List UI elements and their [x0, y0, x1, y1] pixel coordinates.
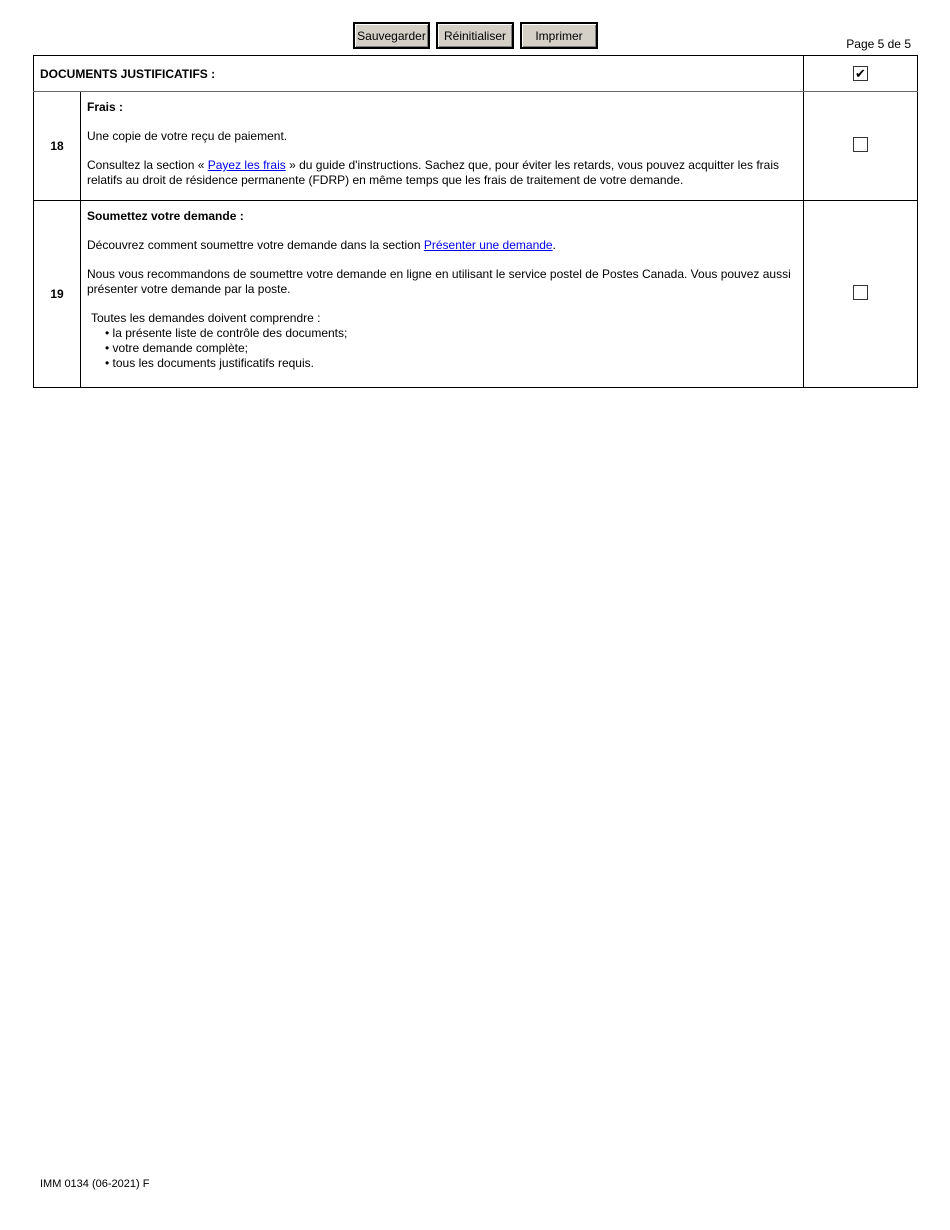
list-item: • tous les documents justificatifs requis.	[105, 356, 797, 371]
row-title: Soumettez votre demande :	[87, 209, 244, 223]
row-text: Toutes les demandes doivent comprendre :	[91, 311, 321, 325]
requirements-list	[91, 326, 797, 371]
page-number: Page 5 de 5	[846, 37, 911, 51]
row-18-checkbox[interactable]	[853, 137, 868, 152]
reset-button[interactable]: Réinitialiser	[436, 22, 514, 49]
list-item: • votre demande complète;	[105, 341, 797, 356]
table-row	[34, 201, 918, 388]
submit-application-link[interactable]: Présenter une demande	[423, 238, 553, 252]
header-checkbox[interactable]: ✔	[853, 66, 868, 81]
row-text: Nous vous recommandons de soumettre votre demande en ligne en utilisant le service postel de Postes Canada. Vous pouvez aussi présenter votre demande par la poste.	[87, 267, 791, 296]
pay-fees-link[interactable]: Payez les frais	[207, 158, 286, 172]
row-number: 19	[34, 201, 81, 388]
list-item: • la présente liste de contrôle des documents;	[105, 326, 797, 341]
row-text: Découvrez comment soumettre votre demande dans la section Présenter une demande.	[87, 238, 556, 252]
section-title: DOCUMENTS JUSTIFICATIFS :	[34, 56, 804, 92]
row-number: 18	[34, 92, 81, 201]
row-text: Consultez la section « Payez les frais » du guide d'instructions. Sachez que, pour éviter les retards, vous pouvez acquitter les frais relatifs au droit de résidence permanente (FDRP) en même temps que les frais de traitement de votre demande.	[87, 158, 779, 187]
row-title: Frais :	[87, 100, 124, 114]
row-text: Une copie de votre reçu de paiement.	[87, 129, 288, 143]
row-19-checkbox[interactable]	[853, 285, 868, 300]
save-button[interactable]: Sauvegarder	[353, 22, 430, 49]
form-code: IMM 0134 (06-2021) F	[40, 1178, 150, 1190]
table-row	[34, 92, 918, 201]
checklist-table	[33, 55, 918, 388]
header-row	[34, 56, 918, 92]
print-button[interactable]: Imprimer	[520, 22, 598, 49]
